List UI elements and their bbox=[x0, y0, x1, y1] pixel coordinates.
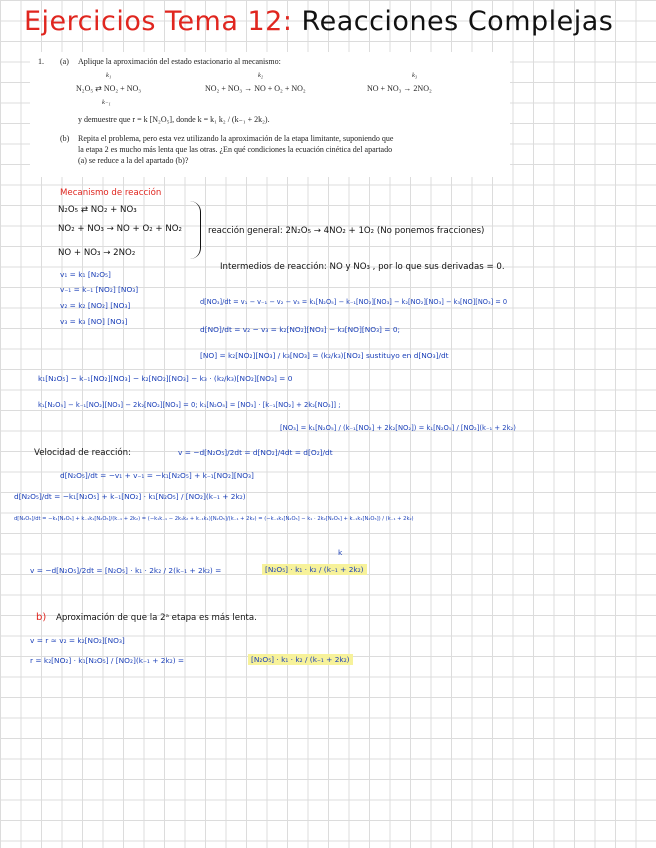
demuestre-text: y demuestre que r = k [N₂O₅], donde k = k₁ k₂ / (k₋₁ + 2k₂). bbox=[78, 115, 270, 124]
title-prefix: Ejercicios Tema 12: bbox=[24, 6, 302, 37]
problem-statement bbox=[30, 52, 510, 177]
final-rate-left: v = −d[N₂O₅]/2dt = [N₂O₅] · k₁ · 2k₂ / 2(k₋₁ + 2k₂) = bbox=[30, 566, 222, 575]
rate-v-minus-1: v₋₁ = k₋₁ [NO₂] [NO₃] bbox=[60, 285, 139, 294]
part-b-line-1: Repita el problema, pero esta vez utilizando la aproximación de la etapa limitante, suponiendo que bbox=[78, 134, 394, 143]
velocity-expression: v = −d[N₂O₅]/2dt = d[NO₂]/4dt = d[O₂]/dt bbox=[178, 448, 333, 457]
reaction-1: N₂O₅ ⇄ NO₂ + NO₃ bbox=[76, 84, 142, 93]
rate-v1: v₁ = k₁ [N₂O₅] bbox=[60, 270, 111, 279]
part-a-label: (a) bbox=[60, 57, 69, 66]
rate-v3: v₃ = k₃ [NO] [NO₃] bbox=[60, 317, 128, 326]
substitution-2: k₁[N₂O₅] − k₋₁[NO₂][NO₃] − 2k₂[NO₂][NO₃] = 0; k₁[N₂O₅] = [NO₃] · [k₋₁[NO₂] + 2k₂[NO₂]] ; bbox=[38, 401, 341, 409]
part-b-rate-1: v = r ≈ v₂ = k₂[NO₂][NO₃] bbox=[30, 636, 125, 645]
k2-label: k₂ bbox=[258, 72, 264, 79]
reaction-2: NO₂ + NO₃ → NO + O₂ + NO₂ bbox=[205, 84, 306, 93]
part-b-line-3: (a) se reduce a la del apartado (b)? bbox=[78, 156, 189, 165]
no3-expression: [NO₃] = k₁[N₂O₅] / (k₋₁[NO₂] + 2k₂[NO₂]) = k₁[N₂O₅] / [NO₂](k₋₁ + 2k₂) bbox=[280, 424, 516, 432]
substitution-1: k₁[N₂O₅] − k₋₁[NO₂][NO₃] − k₂[NO₂][NO₃] − k₃ · (k₂/k₃)[NO₂][NO₃] = 0 bbox=[38, 374, 293, 383]
reaction-3: NO + NO₃ → 2NO₂ bbox=[367, 84, 432, 93]
intermediates-note: Intermedios de reacción: NO y NO₃ , por lo que sus derivadas = 0. bbox=[220, 262, 505, 272]
final-rate-k: k bbox=[338, 548, 343, 557]
k1-label: k₁ bbox=[106, 72, 112, 79]
part-b-rate-highlight: [N₂O₅] · k₁ · k₂ / (k₋₁ + 2k₂) bbox=[248, 654, 353, 665]
mechanism-brace bbox=[190, 201, 201, 259]
part-b-solution-label: b) bbox=[36, 612, 47, 623]
dno-equation: d[NO]/dt = v₂ − v₃ = k₂[NO₂][NO₃] − k₃[NO][NO₃] = 0; bbox=[200, 325, 401, 334]
mechanism-heading: Mecanismo de reacción bbox=[60, 188, 162, 198]
part-b-line-2: la etapa 2 es mucho más lenta que las otras. ¿En qué condiciones la ecuación cinética del apartado bbox=[78, 145, 393, 154]
final-rate-highlight: [N₂O₅] · k₁ · k₂ / (k₋₁ + 2k₂) bbox=[262, 564, 367, 575]
k3-label: k₃ bbox=[412, 72, 418, 79]
part-b-rate-2: r = k₂[NO₂] · k₁[N₂O₅] / [NO₂](k₋₁ + 2k₂) = bbox=[30, 656, 185, 665]
dn2o5-equation-2: d[N₂O₅]/dt = −k₁[N₂O₅] + k₋₁[NO₂] · k₁[N₂O₅] / [NO₂](k₋₁ + 2k₂) bbox=[14, 492, 246, 501]
rate-v2: v₂ = k₂ [NO₂] [NO₃] bbox=[60, 301, 131, 310]
dn2o5-equation-1: d[N₂O₅]/dt = −v₁ + v₋₁ = −k₁[N₂O₅] + k₋₁[NO₂][NO₃] bbox=[60, 471, 254, 480]
mechanism-step-2: NO₂ + NO₃ → NO + O₂ + NO₂ bbox=[58, 224, 182, 234]
part-a-text: Aplique la aproximación del estado estacionario al mecanismo: bbox=[78, 57, 281, 66]
global-reaction: reacción general: 2N₂O₅ → 4NO₂ + 1O₂ (No ponemos fracciones) bbox=[208, 226, 485, 236]
no-expression: [NO] = k₂[NO₂][NO₃] / k₃[NO₃] = (k₂/k₃)[NO₂] sustituyo en d[NO₃]/dt bbox=[200, 351, 449, 360]
dn2o5-equation-3: d[N₂O₅]/dt = −k₁[N₂O₅] + k₋₁k₁[N₂O₅]/(k₋₁ + 2k₂) = (−k₁k₋₁ − 2k₁k₂ + k₋₁k₁)[N₂O₅]/(k₋₁ + 2k₂) = (−k₋₁k₁[N₂O₅] − k₁ · 2k₂[N₂O₅] + k₋₁k₁[N₂O₅]) / (k₋₁ + 2k₂) bbox=[14, 516, 414, 522]
velocity-label: Velocidad de reacción: bbox=[34, 448, 131, 458]
k-minus-1-label: k₋₁ bbox=[102, 99, 111, 106]
mechanism-step-3: NO + NO₃ → 2NO₂ bbox=[58, 248, 136, 258]
page-title bbox=[24, 6, 613, 37]
problem-number: 1. bbox=[38, 57, 44, 66]
part-b-solution-heading: Aproximación de que la 2ᵃ etapa es más lenta. bbox=[56, 613, 257, 623]
mechanism-step-1: N₂O₅ ⇄ NO₂ + NO₃ bbox=[58, 205, 137, 215]
dno3-equation: d[NO₃]/dt = v₁ − v₋₁ − v₂ − v₃ = k₁[N₂O₅] − k₋₁[NO₂][NO₃] − k₂[NO₂][NO₃] − k₃[NO][NO₃] = 0 bbox=[200, 298, 508, 306]
part-b-label: (b) bbox=[60, 134, 70, 143]
title-rest: Reacciones Complejas bbox=[301, 6, 614, 37]
